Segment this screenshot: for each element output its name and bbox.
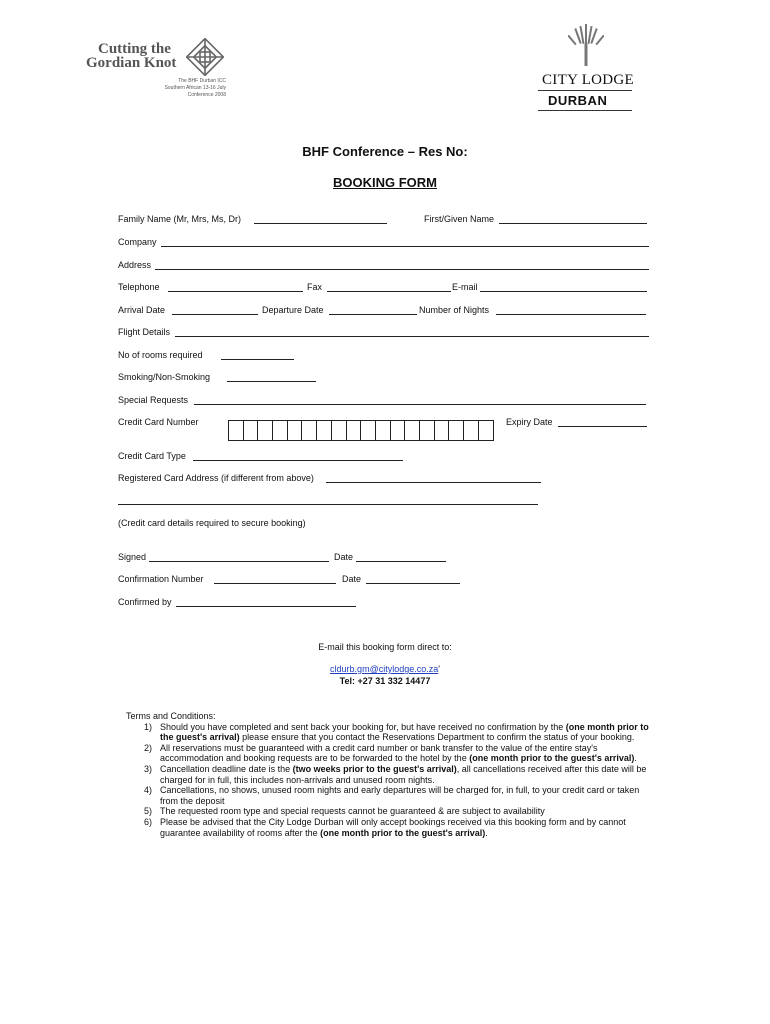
contact-email-link[interactable]: cldurb.gm@citylodge.co.za (330, 664, 439, 674)
city-lodge-divider-bottom (538, 110, 632, 111)
address-input[interactable] (155, 269, 649, 270)
cc-digit-box[interactable] (347, 421, 362, 440)
terms-item-number: 2) (144, 742, 153, 753)
special-requests-input[interactable] (194, 404, 646, 405)
terms-item-text: The requested room type and special requests cannot be guaranteed & are subject to availability (160, 806, 545, 817)
cc-digit-box[interactable] (273, 421, 288, 440)
terms-item-bold: (one month prior to the guest's arrival) (160, 721, 649, 743)
contact-tel: Tel: +27 31 332 14477 (339, 676, 431, 686)
flight-details-input[interactable] (175, 336, 649, 337)
reg-address-input-line2[interactable] (118, 504, 538, 505)
departure-date-label: Departure Date (262, 305, 324, 315)
signed-date-input[interactable] (356, 561, 446, 562)
terms-item-number: 6) (144, 816, 153, 827)
telephone-label: Telephone (118, 282, 160, 292)
cc-digit-box[interactable] (302, 421, 317, 440)
terms-item-number: 4) (144, 785, 153, 796)
confirmation-date-label: Date (342, 574, 362, 584)
terms-item-text: Should you have completed and sent back your booking for, but have received no confirmation by the (160, 721, 566, 732)
city-lodge-divider-top (538, 90, 632, 91)
rooms-input[interactable] (221, 359, 294, 360)
cc-digit-box[interactable] (244, 421, 259, 440)
terms-item-bold: (two weeks prior to the guest's arrival) (292, 763, 457, 774)
reg-address-label: Registered Card Address (if different from above) (118, 473, 314, 483)
cc-digit-box[interactable] (391, 421, 406, 440)
conference-logo (86, 38, 226, 118)
terms-item-bold: (one month prior to the guest's arrival) (320, 827, 486, 838)
email-input[interactable] (480, 291, 647, 292)
terms-item-text: Please be advised that the City Lodge Durban will only accept bookings received via this booking form and by cannot guarantee availability of rooms after the (160, 816, 626, 838)
confirmation-number-input[interactable] (214, 583, 336, 584)
first-name-input[interactable] (499, 223, 647, 224)
signed-date-label: Date (334, 552, 354, 562)
terms-item-text-end: please ensure that you contact the Reservations Department to confirm the status of your booking. (239, 732, 635, 743)
city-lodge-city: DURBAN (548, 93, 608, 108)
fax-label: Fax (307, 282, 323, 292)
confirmation-date-input[interactable] (366, 583, 460, 584)
contact-email-suffix: ' (438, 664, 440, 674)
terms-item-text: All reservations must be guaranteed with a credit card number or bank transfer to the value of the entire stay's accommodation and booking requests are to be forwarded to the hotel by the (160, 742, 598, 764)
cc-digit-box[interactable] (405, 421, 420, 440)
celtic-knot-icon (186, 38, 224, 76)
reg-address-input[interactable] (326, 482, 541, 483)
terms-item (126, 743, 656, 764)
terms-item-text-end: . (634, 753, 637, 764)
terms-item (126, 722, 656, 743)
smoking-label: Smoking/Non-Smoking (118, 372, 211, 382)
logo-title-line2: Gordian Knot (86, 55, 177, 71)
terms-list (126, 722, 656, 839)
terms-item-text: Cancellations, no shows, unused room nights and early departures will be charged for, in full, to your credit card or taken from the deposit (160, 785, 640, 806)
arrival-date-input[interactable] (172, 314, 258, 315)
cc-digit-box[interactable] (376, 421, 391, 440)
special-requests-label: Special Requests (118, 395, 189, 405)
address-label: Address (118, 260, 152, 270)
cc-digit-box[interactable] (464, 421, 479, 440)
cc-digit-box[interactable] (258, 421, 273, 440)
terms-heading: Terms and Conditions: (126, 711, 216, 721)
cc-type-label: Credit Card Type (118, 451, 186, 461)
city-lodge-name: CITY LODGE (542, 72, 635, 88)
cc-note: (Credit card details required to secure booking) (118, 518, 306, 528)
conference-title: BHF Conference – Res No: (302, 144, 468, 159)
terms-item (126, 785, 656, 806)
first-name-label: First/Given Name (424, 214, 495, 224)
arrival-date-label: Arrival Date (118, 305, 166, 315)
company-input[interactable] (161, 246, 649, 247)
terms-item-number: 1) (144, 721, 153, 732)
fax-input[interactable] (327, 291, 451, 292)
cc-digit-box[interactable] (229, 421, 244, 440)
smoking-input[interactable] (227, 381, 316, 382)
departure-date-input[interactable] (329, 314, 417, 315)
expiry-date-input[interactable] (558, 426, 647, 427)
terms-item (126, 806, 656, 817)
telephone-input[interactable] (168, 291, 303, 292)
cc-digit-box[interactable] (332, 421, 347, 440)
company-label: Company (118, 237, 157, 247)
rooms-label: No of rooms required (118, 350, 203, 360)
terms-item-text: Cancellation deadline date is the (160, 763, 293, 774)
confirmed-by-label: Confirmed by (118, 597, 172, 607)
terms-item-text-end: . (485, 827, 488, 838)
signed-input[interactable] (149, 561, 329, 562)
terms-item-bold: (one month prior to the guest's arrival) (469, 753, 635, 764)
flight-details-label: Flight Details (118, 327, 171, 337)
cc-digit-box[interactable] (449, 421, 464, 440)
terms-item (126, 764, 656, 785)
nights-input[interactable] (496, 314, 646, 315)
cc-type-input[interactable] (193, 460, 403, 461)
contact-intro: E-mail this booking form direct to: (318, 642, 452, 652)
nights-label: Number of Nights (419, 305, 490, 315)
city-lodge-logo (538, 22, 634, 114)
cc-digit-box[interactable] (317, 421, 332, 440)
confirmed-by-input[interactable] (176, 606, 356, 607)
cc-digit-box[interactable] (435, 421, 450, 440)
cc-digit-box[interactable] (479, 421, 494, 440)
logo-title-line1: Cutting the (98, 41, 171, 57)
family-name-label: Family Name (Mr, Mrs, Ms, Dr) (118, 214, 241, 224)
terms-item-number: 5) (144, 806, 153, 817)
cc-number-label: Credit Card Number (118, 417, 199, 427)
terms-section (126, 711, 656, 838)
cc-number-boxes[interactable] (228, 420, 494, 441)
booking-form-title: BOOKING FORM (333, 175, 437, 190)
terms-item (126, 817, 656, 838)
expiry-date-label: Expiry Date (506, 417, 553, 427)
family-name-input[interactable] (254, 223, 387, 224)
contact-email-line (0, 664, 770, 674)
cc-digit-box[interactable] (420, 421, 435, 440)
signed-label: Signed (118, 552, 147, 562)
tree-icon (568, 22, 604, 68)
cc-digit-box[interactable] (361, 421, 376, 440)
terms-item-number: 3) (144, 763, 153, 774)
terms-item-text-end: , all cancellations received after this date will be charged for in full, this includes non-arrivals and unused room nights. (160, 763, 647, 785)
confirmation-number-label: Confirmation Number (118, 574, 204, 584)
logo-sub-line2: Southern African 13-16 July (164, 85, 226, 91)
email-label: E-mail (452, 282, 478, 292)
logo-sub-line3: Conference 2008 (187, 92, 226, 98)
cc-digit-box[interactable] (288, 421, 303, 440)
logo-sub-line1: The BHF Durban ICC (178, 78, 226, 84)
